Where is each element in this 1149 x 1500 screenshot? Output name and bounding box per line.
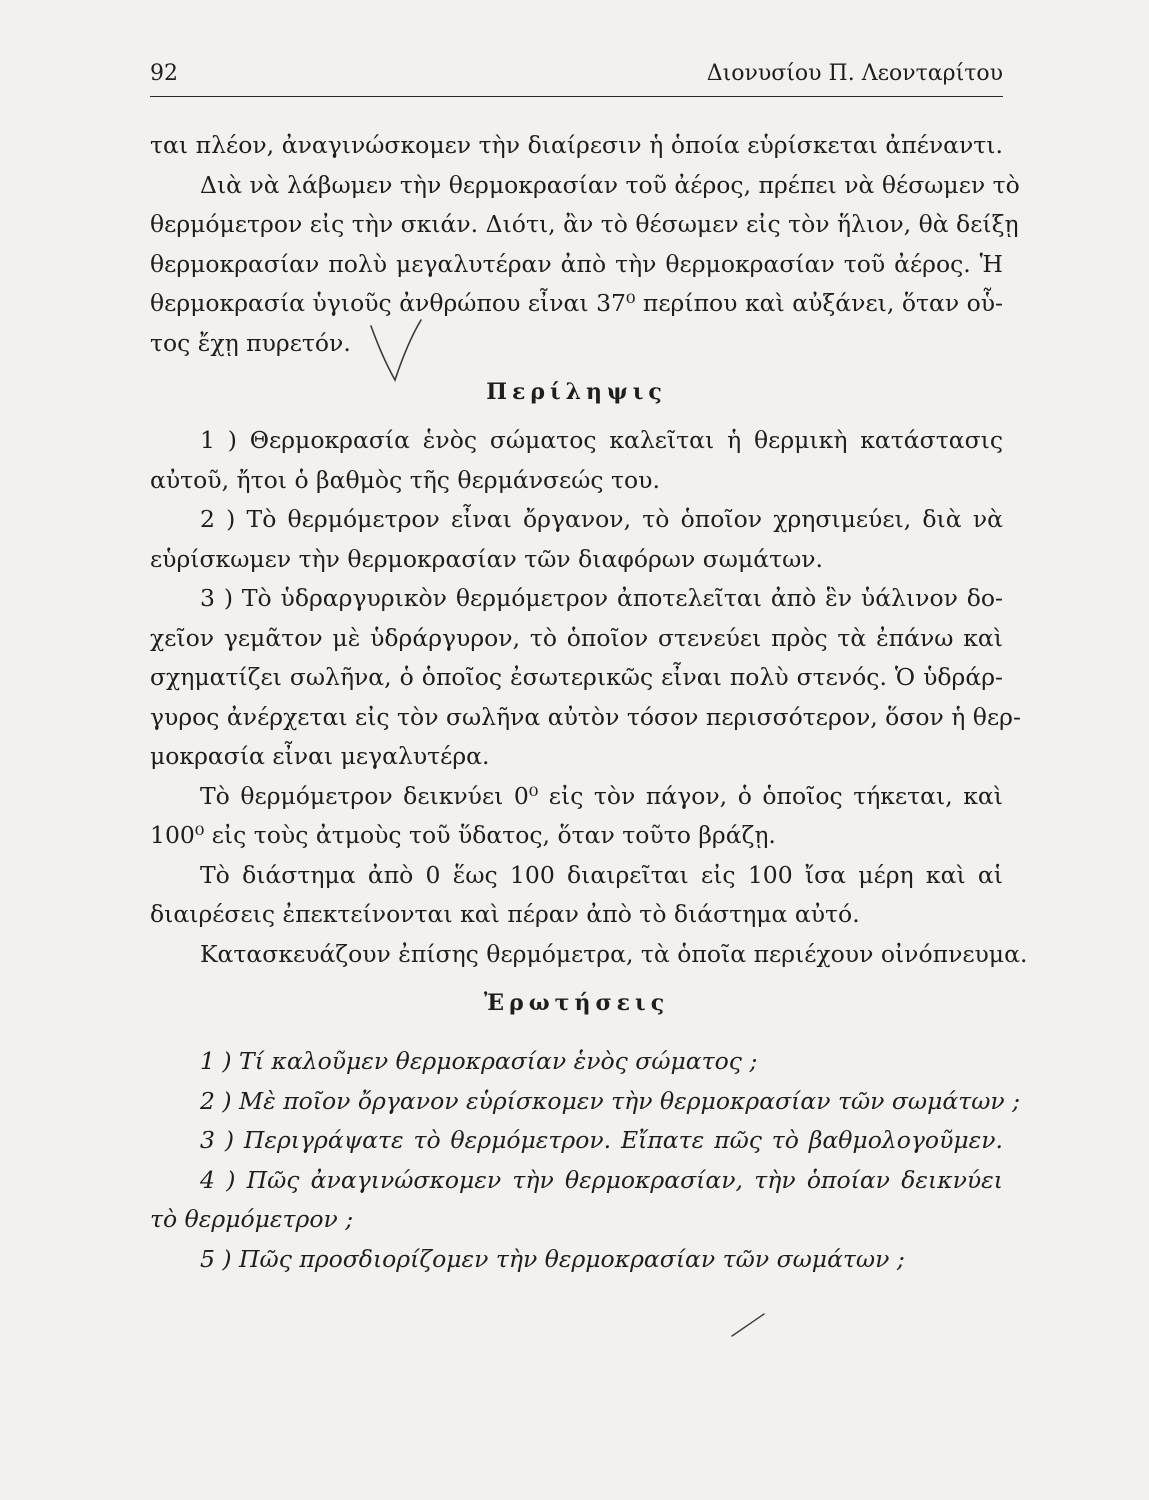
pen-stroke-mark-icon	[730, 1310, 770, 1340]
running-head: Διονυσίου Π. Λεονταρίτου	[706, 61, 1003, 86]
summary-section	[150, 421, 1028, 974]
summary-line: 2 ) Τὸ θερμόμετρον εἶναι ὄργανον, τὸ ὁποῖον χρησιμεύει, διὰ νὰ	[200, 505, 1003, 533]
summary-heading: Περίληψις	[486, 379, 667, 405]
intro-line: θερμοκρασίαν πολὺ μεγαλυτέραν ἀπὸ τὴν θερμοκρασίαν τοῦ ἀέρος. Ἡ	[150, 249, 1003, 278]
question-line: 1 ) Τί καλοῦμεν θερμοκρασίαν ἑνὸς σώματος ;	[200, 1047, 758, 1075]
header-rule	[150, 96, 1003, 97]
summary-line: εὑρίσκωμεν τὴν θερμοκρασίαν τῶν διαφόρων σωμάτων.	[150, 544, 823, 573]
summary-line: Τὸ θερμόμετρον δεικνύει 0⁰ εἰς τὸν πάγον, ὁ ὁποῖος τήκεται, καὶ	[200, 781, 1003, 810]
body-text	[150, 126, 1028, 1279]
intro-line: θερμοκρασία ὑγιοῦς ἀνθρώπου εἶναι 37⁰ περίπου καὶ αὐξάνει, ὅταν οὗ-	[150, 289, 1003, 317]
page-header	[150, 58, 1003, 94]
summary-line: χεῖον γεμᾶτον μὲ ὑδράργυρον, τὸ ὁποῖον στενεύει πρὸς τὰ ἐπάνω καὶ	[150, 623, 1003, 652]
summary-line: γυρος ἀνέρχεται εἰς τὸν σωλῆνα αὐτὸν τόσον περισσότερον, ὅσον ἡ θερ-	[150, 702, 1021, 731]
questions-section	[150, 1042, 1021, 1279]
summary-line: αὐτοῦ, ἤτοι ὁ βαθμὸς τῆς θερμάνσεώς του.	[150, 465, 660, 494]
questions-heading: Ἐρωτήσεις	[483, 990, 670, 1016]
question-line: 4 ) Πῶς ἀναγινώσκομεν τὴν θερμοκρασίαν, τὴν ὁποίαν δεικνύει	[200, 1165, 1003, 1194]
handwritten-check-mark-icon	[365, 318, 435, 388]
summary-line: σχηματίζει σωλῆνα, ὁ ὁποῖος ἐσωτερικῶς εἶναι πολὺ στενός. Ὁ ὑδράρ-	[150, 663, 1003, 691]
summary-line: Κατασκευάζουν ἐπίσης θερμόμετρα, τὰ ὁποῖα περιέχουν οἰνόπνευμα.	[200, 939, 1028, 968]
summary-line: Τὸ διάστημα ἀπὸ 0 ἕως 100 διαιρεῖται εἰς 100 ἴσα μέρη καὶ αἱ	[200, 860, 1003, 889]
summary-line: 100⁰ εἰς τοὺς ἀτμοὺς τοῦ ὕδατος, ὅταν τοῦτο βράζῃ.	[150, 821, 776, 849]
intro-line: τος ἔχῃ πυρετόν.	[150, 328, 351, 357]
question-line: τὸ θερμόμετρον ;	[150, 1205, 354, 1233]
intro-line: Διὰ νὰ λάβωμεν τὴν θερμοκρασίαν τοῦ ἀέρος, πρέπει νὰ θέσωμεν τὸ	[200, 170, 1020, 199]
summary-line: 3 ) Τὸ ὑδραργυρικὸν θερμόμετρον ἀποτελεῖται ἀπὸ ἓν ὑάλινον δο-	[200, 584, 1003, 612]
question-line: 3 ) Περιγράψατε τὸ θερμόμετρον. Εἴπατε πῶς τὸ βαθμολογοῦμεν.	[200, 1126, 1003, 1154]
summary-line: 1 ) Θερμοκρασία ἑνὸς σώματος καλεῖται ἡ θερμικὴ κατάστασις	[200, 426, 1003, 454]
question-line: 5 ) Πῶς προσδιορίζομεν τὴν θερμοκρασίαν τῶν σωμάτων ;	[200, 1244, 905, 1273]
summary-line: διαιρέσεις ἐπεκτείνονται καὶ πέραν ἀπὸ τὸ διάστημα αὐτό.	[150, 900, 860, 928]
page-number: 92	[150, 61, 178, 86]
intro-paragraph	[150, 126, 1020, 363]
spacer	[150, 1032, 1003, 1042]
intro-line: ται πλέον, ἀναγινώσκομεν τὴν διαίρεσιν ἡ ὁποία εὑρίσκεται ἀπέναντι.	[150, 131, 1003, 159]
summary-line: μοκρασία εἶναι μεγαλυτέρα.	[150, 742, 490, 770]
intro-line: θερμόμετρον εἰς τὴν σκιάν. Διότι, ἂν τὸ θέσωμεν εἰς τὸν ἥλιον, θὰ δείξῃ	[150, 210, 1019, 238]
question-line: 2 ) Μὲ ποῖον ὄργανον εὑρίσκομεν τὴν θερμοκρασίαν τῶν σωμάτων ;	[200, 1086, 1021, 1115]
